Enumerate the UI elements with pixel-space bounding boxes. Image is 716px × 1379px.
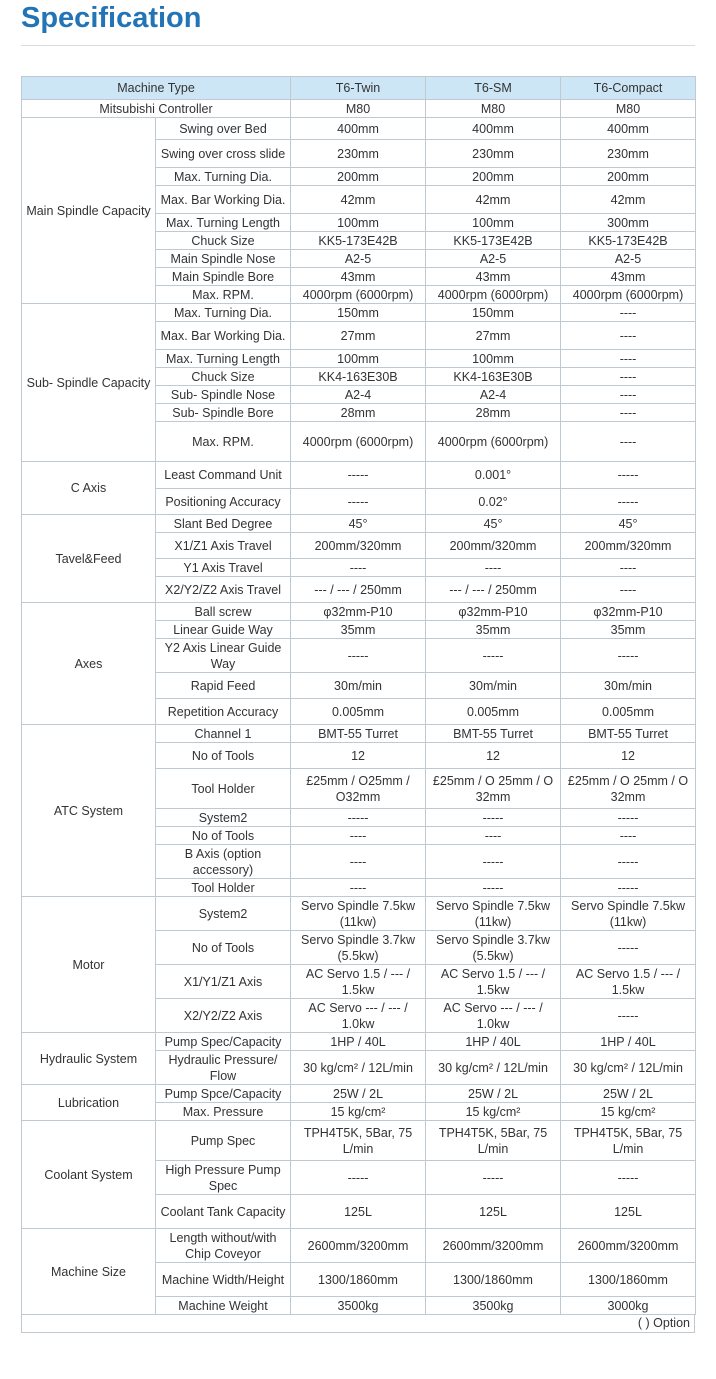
title-divider [21, 45, 695, 46]
row-label: Tool Holder [156, 769, 291, 809]
row-label: Max. Bar Working Dia. [156, 186, 291, 214]
spec-value: 28mm [426, 404, 561, 422]
spec-value: ----- [426, 845, 561, 879]
spec-value: 1HP / 40L [561, 1033, 696, 1051]
spec-value: ----- [291, 1161, 426, 1195]
spec-value: ----- [561, 879, 696, 897]
spec-value: 0.005mm [426, 699, 561, 725]
spec-value: M80 [426, 100, 561, 118]
spec-value: 1HP / 40L [426, 1033, 561, 1051]
table-header-row [22, 77, 696, 100]
spec-value: ----- [426, 1161, 561, 1195]
spec-value: ---- [561, 304, 696, 322]
table-row [22, 100, 696, 118]
group-label: Sub- Spindle Capacity [22, 304, 156, 462]
spec-value: 125L [291, 1195, 426, 1229]
spec-value: A2-4 [291, 386, 426, 404]
spec-value: Servo Spindle 3.7kw (5.5kw) [291, 931, 426, 965]
spec-value: ---- [561, 559, 696, 577]
spec-value: 27mm [291, 322, 426, 350]
spec-value: 200mm/320mm [426, 533, 561, 559]
spec-value: 15 kg/cm² [561, 1103, 696, 1121]
spec-value: A2-5 [426, 250, 561, 268]
row-label: Max. Bar Working Dia. [156, 322, 291, 350]
group-label: Motor [22, 897, 156, 1033]
spec-value: ----- [291, 809, 426, 827]
row-label: B Axis (option accessory) [156, 845, 291, 879]
table-row [22, 304, 696, 322]
spec-value: KK5-173E42B [426, 232, 561, 250]
spec-value: ---- [291, 879, 426, 897]
row-label: Channel 1 [156, 725, 291, 743]
spec-value: AC Servo 1.5 / --- / 1.5kw [291, 965, 426, 999]
row-label: No of Tools [156, 931, 291, 965]
spec-value: ---- [561, 368, 696, 386]
spec-value: 25W / 2L [291, 1085, 426, 1103]
spec-value: ----- [291, 489, 426, 515]
spec-value: 100mm [291, 350, 426, 368]
spec-value: 35mm [561, 621, 696, 639]
page-title: Specification [21, 2, 202, 34]
spec-value: 28mm [291, 404, 426, 422]
row-label: Machine Width/Height [156, 1263, 291, 1297]
spec-value: 100mm [426, 350, 561, 368]
row-label: Max. Turning Dia. [156, 168, 291, 186]
spec-value: KK5-173E42B [561, 232, 696, 250]
spec-value: 30m/min [561, 673, 696, 699]
spec-value: ----- [561, 1161, 696, 1195]
spec-value: 200mm/320mm [561, 533, 696, 559]
spec-value: 230mm [426, 140, 561, 168]
header-machine-type: Machine Type [22, 77, 291, 100]
spec-value: 42mm [291, 186, 426, 214]
spec-value: KK4-163E30B [426, 368, 561, 386]
row-label: Main Spindle Bore [156, 268, 291, 286]
spec-value: TPH4T5K, 5Bar, 75 L/min [291, 1121, 426, 1161]
row-label: No of Tools [156, 743, 291, 769]
spec-value: ---- [561, 577, 696, 603]
spec-value: 400mm [291, 118, 426, 140]
spec-value: 42mm [561, 186, 696, 214]
spec-value: £25mm / O 25mm / O 32mm [561, 769, 696, 809]
row-label: No of Tools [156, 827, 291, 845]
header-model: T6-SM [426, 77, 561, 100]
group-label: C Axis [22, 462, 156, 515]
spec-value: 4000rpm (6000rpm) [291, 422, 426, 462]
spec-value: 200mm/320mm [291, 533, 426, 559]
spec-value: 2600mm/3200mm [291, 1229, 426, 1263]
row-label: Ball screw [156, 603, 291, 621]
spec-value: A2-5 [561, 250, 696, 268]
row-label: Least Command Unit [156, 462, 291, 489]
spec-value: 43mm [426, 268, 561, 286]
row-label: Repetition Accuracy [156, 699, 291, 725]
row-label: Hydraulic Pressure/ Flow [156, 1051, 291, 1085]
row-label: Swing over cross slide [156, 140, 291, 168]
spec-value: 400mm [426, 118, 561, 140]
row-label: Coolant Tank Capacity [156, 1195, 291, 1229]
spec-value: ----- [561, 845, 696, 879]
spec-value: 1300/1860mm [291, 1263, 426, 1297]
spec-value: 230mm [291, 140, 426, 168]
spec-value: ----- [561, 462, 696, 489]
spec-value: 27mm [426, 322, 561, 350]
spec-value: TPH4T5K, 5Bar, 75 L/min [426, 1121, 561, 1161]
row-label: Max. Turning Length [156, 214, 291, 232]
spec-value: 0.02° [426, 489, 561, 515]
table-row [22, 515, 696, 533]
spec-value: ---- [561, 322, 696, 350]
spec-value: ----- [561, 999, 696, 1033]
spec-value: 4000rpm (6000rpm) [426, 286, 561, 304]
spec-value: 200mm [561, 168, 696, 186]
table-row [22, 1085, 696, 1103]
spec-value: 4000rpm (6000rpm) [291, 286, 426, 304]
spec-value: 42mm [426, 186, 561, 214]
spec-value: 4000rpm (6000rpm) [561, 286, 696, 304]
group-label: Main Spindle Capacity [22, 118, 156, 304]
spec-value: 30m/min [291, 673, 426, 699]
spec-value: 200mm [426, 168, 561, 186]
table-row [22, 1033, 696, 1051]
spec-value: AC Servo --- / --- / 1.0kw [291, 999, 426, 1033]
spec-value: 400mm [561, 118, 696, 140]
table-row [22, 1121, 696, 1161]
spec-value: ----- [291, 462, 426, 489]
group-label: Tavel&Feed [22, 515, 156, 603]
row-label: X2/Y2/Z2 Axis Travel [156, 577, 291, 603]
spec-value: 25W / 2L [561, 1085, 696, 1103]
spec-value: ---- [291, 845, 426, 879]
spec-value: --- / --- / 250mm [426, 577, 561, 603]
spec-value: £25mm / O 25mm / O 32mm [426, 769, 561, 809]
row-label: X1/Y1/Z1 Axis [156, 965, 291, 999]
spec-value: ----- [561, 639, 696, 673]
row-label: Max. Turning Length [156, 350, 291, 368]
header-model: T6-Compact [561, 77, 696, 100]
row-label: Max. Pressure [156, 1103, 291, 1121]
spec-value: Servo Spindle 7.5kw (11kw) [291, 897, 426, 931]
row-label: Chuck Size [156, 232, 291, 250]
spec-value: 43mm [291, 268, 426, 286]
table-row [22, 897, 696, 931]
spec-value: 45° [561, 515, 696, 533]
spec-value: 45° [291, 515, 426, 533]
row-label: Main Spindle Nose [156, 250, 291, 268]
spec-value: 1HP / 40L [291, 1033, 426, 1051]
spec-value: 0.005mm [291, 699, 426, 725]
spec-value: KK5-173E42B [291, 232, 426, 250]
spec-value: 3000kg [561, 1297, 696, 1315]
spec-value: φ32mm-P10 [561, 603, 696, 621]
spec-value: 3500kg [426, 1297, 561, 1315]
spec-value: 150mm [291, 304, 426, 322]
spec-value: £25mm / O25mm / O32mm [291, 769, 426, 809]
row-label: Max. Turning Dia. [156, 304, 291, 322]
row-label: Tool Holder [156, 879, 291, 897]
spec-table-body [22, 100, 696, 1315]
table-row [22, 462, 696, 489]
spec-value: AC Servo 1.5 / --- / 1.5kw [561, 965, 696, 999]
spec-value: 0.001° [426, 462, 561, 489]
spec-value: 125L [426, 1195, 561, 1229]
spec-value: φ32mm-P10 [426, 603, 561, 621]
row-label: Max. RPM. [156, 422, 291, 462]
spec-value: 30 kg/cm² / 12L/min [426, 1051, 561, 1085]
spec-value: 25W / 2L [426, 1085, 561, 1103]
row-label: Linear Guide Way [156, 621, 291, 639]
row-label: Swing over Bed [156, 118, 291, 140]
spec-value: 12 [561, 743, 696, 769]
spec-value: Servo Spindle 7.5kw (11kw) [561, 897, 696, 931]
spec-value: ----- [561, 809, 696, 827]
spec-value: ----- [291, 639, 426, 673]
spec-value: KK4-163E30B [291, 368, 426, 386]
row-label: Slant Bed Degree [156, 515, 291, 533]
spec-value: 150mm [426, 304, 561, 322]
spec-value: ----- [426, 879, 561, 897]
spec-value: 1300/1860mm [561, 1263, 696, 1297]
spec-value: 2600mm/3200mm [561, 1229, 696, 1263]
group-label: Hydraulic System [22, 1033, 156, 1085]
spec-value: 30 kg/cm² / 12L/min [291, 1051, 426, 1085]
spec-value: AC Servo 1.5 / --- / 1.5kw [426, 965, 561, 999]
row-label: X2/Y2/Z2 Axis [156, 999, 291, 1033]
spec-value: A2-5 [291, 250, 426, 268]
spec-value: M80 [561, 100, 696, 118]
spec-value: ---- [561, 386, 696, 404]
spec-value: 100mm [291, 214, 426, 232]
group-label: Lubrication [22, 1085, 156, 1121]
spec-value: ---- [291, 559, 426, 577]
group-label: Machine Size [22, 1229, 156, 1315]
header-model: T6-Twin [291, 77, 426, 100]
spec-value: 45° [426, 515, 561, 533]
table-row [22, 725, 696, 743]
group-label: Axes [22, 603, 156, 725]
row-label: High Pressure Pump Spec [156, 1161, 291, 1195]
spec-value: ---- [291, 827, 426, 845]
row-label: Pump Spce/Capacity [156, 1085, 291, 1103]
spec-value: ---- [561, 827, 696, 845]
group-label: ATC System [22, 725, 156, 897]
spec-value: 15 kg/cm² [426, 1103, 561, 1121]
row-label: Chuck Size [156, 368, 291, 386]
row-label: System2 [156, 897, 291, 931]
spec-value: 30 kg/cm² / 12L/min [561, 1051, 696, 1085]
spec-value: TPH4T5K, 5Bar, 75 L/min [561, 1121, 696, 1161]
spec-value: 100mm [426, 214, 561, 232]
spec-value: A2-4 [426, 386, 561, 404]
spec-value: ---- [426, 559, 561, 577]
row-label: Y2 Axis Linear Guide Way [156, 639, 291, 673]
spec-value: 2600mm/3200mm [426, 1229, 561, 1263]
spec-value: Servo Spindle 3.7kw (5.5kw) [426, 931, 561, 965]
spec-table [21, 76, 696, 1315]
spec-value: ----- [561, 489, 696, 515]
spec-value: BMT-55 Turret [291, 725, 426, 743]
row-label: Rapid Feed [156, 673, 291, 699]
row-label: Pump Spec [156, 1121, 291, 1161]
table-row [22, 1229, 696, 1263]
spec-value: 1300/1860mm [426, 1263, 561, 1297]
spec-value: 125L [561, 1195, 696, 1229]
spec-value: ----- [426, 809, 561, 827]
spec-value: 230mm [561, 140, 696, 168]
spec-value: 3500kg [291, 1297, 426, 1315]
row-label: Max. RPM. [156, 286, 291, 304]
row-label: X1/Z1 Axis Travel [156, 533, 291, 559]
footnote-row [21, 1315, 695, 1333]
group-label: Coolant System [22, 1121, 156, 1229]
spec-value: 30m/min [426, 673, 561, 699]
spec-value: ---- [561, 350, 696, 368]
row-label: Mitsubishi Controller [22, 100, 291, 118]
table-row [22, 118, 696, 140]
table-row [22, 603, 696, 621]
row-label: System2 [156, 809, 291, 827]
row-label: Pump Spec/Capacity [156, 1033, 291, 1051]
spec-value: BMT-55 Turret [426, 725, 561, 743]
spec-value: ----- [561, 931, 696, 965]
spec-value: 43mm [561, 268, 696, 286]
spec-value: ----- [426, 639, 561, 673]
spec-value: 15 kg/cm² [291, 1103, 426, 1121]
spec-value: 0.005mm [561, 699, 696, 725]
row-label: Machine Weight [156, 1297, 291, 1315]
spec-value: 300mm [561, 214, 696, 232]
spec-value: 4000rpm (6000rpm) [426, 422, 561, 462]
spec-value: ---- [561, 404, 696, 422]
row-label: Sub- Spindle Nose [156, 386, 291, 404]
spec-value: 12 [426, 743, 561, 769]
spec-value: 35mm [426, 621, 561, 639]
row-label: Y1 Axis Travel [156, 559, 291, 577]
spec-value: --- / --- / 250mm [291, 577, 426, 603]
spec-value: M80 [291, 100, 426, 118]
row-label: Sub- Spindle Bore [156, 404, 291, 422]
spec-value: AC Servo --- / --- / 1.0kw [426, 999, 561, 1033]
footnote: ( ) Option [637, 1316, 690, 1330]
row-label: Positioning Accuracy [156, 489, 291, 515]
spec-value: 12 [291, 743, 426, 769]
spec-value: φ32mm-P10 [291, 603, 426, 621]
spec-value: ---- [426, 827, 561, 845]
spec-value: Servo Spindle 7.5kw (11kw) [426, 897, 561, 931]
spec-value: BMT-55 Turret [561, 725, 696, 743]
spec-value: 35mm [291, 621, 426, 639]
row-label: Length without/with Chip Coveyor [156, 1229, 291, 1263]
spec-value: 200mm [291, 168, 426, 186]
spec-value: ---- [561, 422, 696, 462]
